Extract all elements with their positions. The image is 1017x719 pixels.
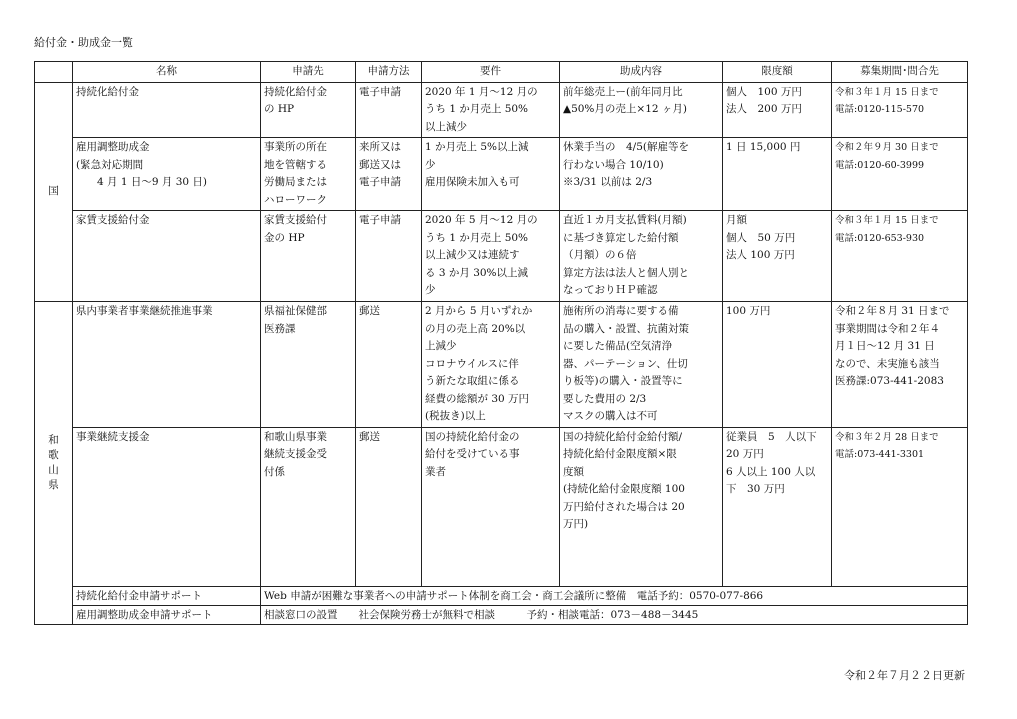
content-cell: 施術所の消毒に要する備 品の購入・設置、抗菌対策 に要した備品(空気清浄 器、パーテーション、仕切 り板等)の購入・設置等に 要した費用の 2/3 マスクの購入は不可 bbox=[560, 302, 723, 428]
requirements-cell: 2 月から 5 月いずれか の月の売上高 20%以 上減少 コロナウイルスに伴 う新たな取組に係る 経費の総額が 30 万円 (税抜き)以上 bbox=[422, 302, 560, 428]
support-row bbox=[35, 605, 968, 624]
content-cell: 直近１カ月支払賃料(月額) に基づき算定した給付額 （月額）の６倍 算定方法は法人と個人別と なっておりＨＰ確認 bbox=[560, 211, 723, 302]
name-cell: 雇用調整助成金 (緊急対応期間 4 月 1 日～9 月 30 日) bbox=[73, 138, 261, 211]
support-detail-cell: Web 申請が困難な事業者への申請サポート体制を商工会・商工会議所に整備 電話予約：0570-077-866 bbox=[261, 586, 968, 605]
name-cell: 家賃支援給付金 bbox=[73, 211, 261, 302]
limit-cell: 1 日 15,000 円 bbox=[723, 138, 832, 211]
name-cell: 事業継続支援金 bbox=[73, 427, 261, 586]
content-cell: 休業手当の 4/5(解雇等を 行わない場合 10/10) ※3/31 以前は 2/3 bbox=[560, 138, 723, 211]
apply-to-cell: 持続化給付金 の HP bbox=[261, 82, 356, 138]
header-cell: 要件 bbox=[422, 62, 560, 83]
support-row bbox=[35, 586, 968, 605]
support-name-cell: 雇用調整助成金申請サポート bbox=[73, 605, 261, 624]
region-wakayama bbox=[35, 302, 73, 625]
period-cell: 令和３年１月 15 日まで 電話:0120-653-930 bbox=[832, 211, 968, 302]
updated-date: 令和２年７月２２日更新 bbox=[844, 669, 965, 682]
apply-to-cell: 和歌山県事業 継続支援金受 付係 bbox=[261, 427, 356, 586]
method-cell: 郵送 bbox=[356, 427, 422, 586]
header-row bbox=[35, 62, 968, 83]
requirements-cell: 2020 年 5 月～12 月の うち 1 か月売上 50% 以上減少又は連続す る 3 か月 30%以上減 少 bbox=[422, 211, 560, 302]
header-cell: 募集期間･問合先 bbox=[832, 62, 968, 83]
requirements-cell: 国の持続化給付金の 給付を受けている事 業者 bbox=[422, 427, 560, 586]
header-cell: 助成内容 bbox=[560, 62, 723, 83]
document-title: 給付金・助成金一覧 bbox=[34, 36, 133, 49]
requirements-cell: 1 か月売上 5%以上減 少 雇用保険未加入も可 bbox=[422, 138, 560, 211]
period-cell: 令和３年１月 15 日まで 電話:0120-115-570 bbox=[832, 82, 968, 138]
table-row bbox=[35, 138, 968, 211]
method-cell: 郵送 bbox=[356, 302, 422, 428]
apply-to-cell: 県福祉保健部 医務課 bbox=[261, 302, 356, 428]
method-cell: 電子申請 bbox=[356, 82, 422, 138]
header-cell: 申請方法 bbox=[356, 62, 422, 83]
table-row bbox=[35, 427, 968, 586]
apply-to-cell: 事業所の所在 地を管轄する 労働局または ハローワーク bbox=[261, 138, 356, 211]
header-cell: 限度額 bbox=[723, 62, 832, 83]
subsidy-table bbox=[34, 61, 968, 625]
apply-to-cell: 家賃支援給付 金の HP bbox=[261, 211, 356, 302]
limit-cell: 100 万円 bbox=[723, 302, 832, 428]
limit-cell: 月額 個人 50 万円 法人 100 万円 bbox=[723, 211, 832, 302]
content-cell: 国の持続化給付金給付額/ 持続化給付金限度額×限 度額 (持続化給付金限度額 100 万円給付された場合は 20 万円) bbox=[560, 427, 723, 586]
method-cell: 電子申請 bbox=[356, 211, 422, 302]
header-cell bbox=[35, 62, 73, 83]
table-row bbox=[35, 82, 968, 138]
support-detail-cell: 相談窓口の設置 社会保険労務士が無料で相談 予約・相談電話：073－488－3445 bbox=[261, 605, 968, 624]
support-name-cell: 持続化給付金申請サポート bbox=[73, 586, 261, 605]
limit-cell: 個人 100 万円 法人 200 万円 bbox=[723, 82, 832, 138]
table-row bbox=[35, 211, 968, 302]
name-cell: 持続化給付金 bbox=[73, 82, 261, 138]
content-cell: 前年総売上ー(前年同月比 ▲50%月の売上×12 ヶ月) bbox=[560, 82, 723, 138]
region-wakayama-label: 和歌山県 bbox=[48, 433, 59, 491]
method-cell: 来所又は 郵送又は 電子申請 bbox=[356, 138, 422, 211]
period-cell: 令和２年８月 31 日まで 事業期間は令和２年４ 月１日～12 月 31 日 なので、未実施も該当 医務課:073-441-2083 bbox=[832, 302, 968, 428]
name-cell: 県内事業者事業継続推進事業 bbox=[73, 302, 261, 428]
header-cell: 名称 bbox=[73, 62, 261, 83]
table-row bbox=[35, 302, 968, 428]
header-cell: 申請先 bbox=[261, 62, 356, 83]
period-cell: 令和３年２月 28 日まで 電話:073-441-3301 bbox=[832, 427, 968, 586]
region-national: 国 bbox=[35, 82, 73, 302]
period-cell: 令和２年９月 30 日まで 電話:0120-60-3999 bbox=[832, 138, 968, 211]
limit-cell: 従業員 5 人以下 20 万円 6 人以上 100 人以 下 30 万円 bbox=[723, 427, 832, 586]
requirements-cell: 2020 年 1 月～12 月の うち 1 か月売上 50% 以上減少 bbox=[422, 82, 560, 138]
